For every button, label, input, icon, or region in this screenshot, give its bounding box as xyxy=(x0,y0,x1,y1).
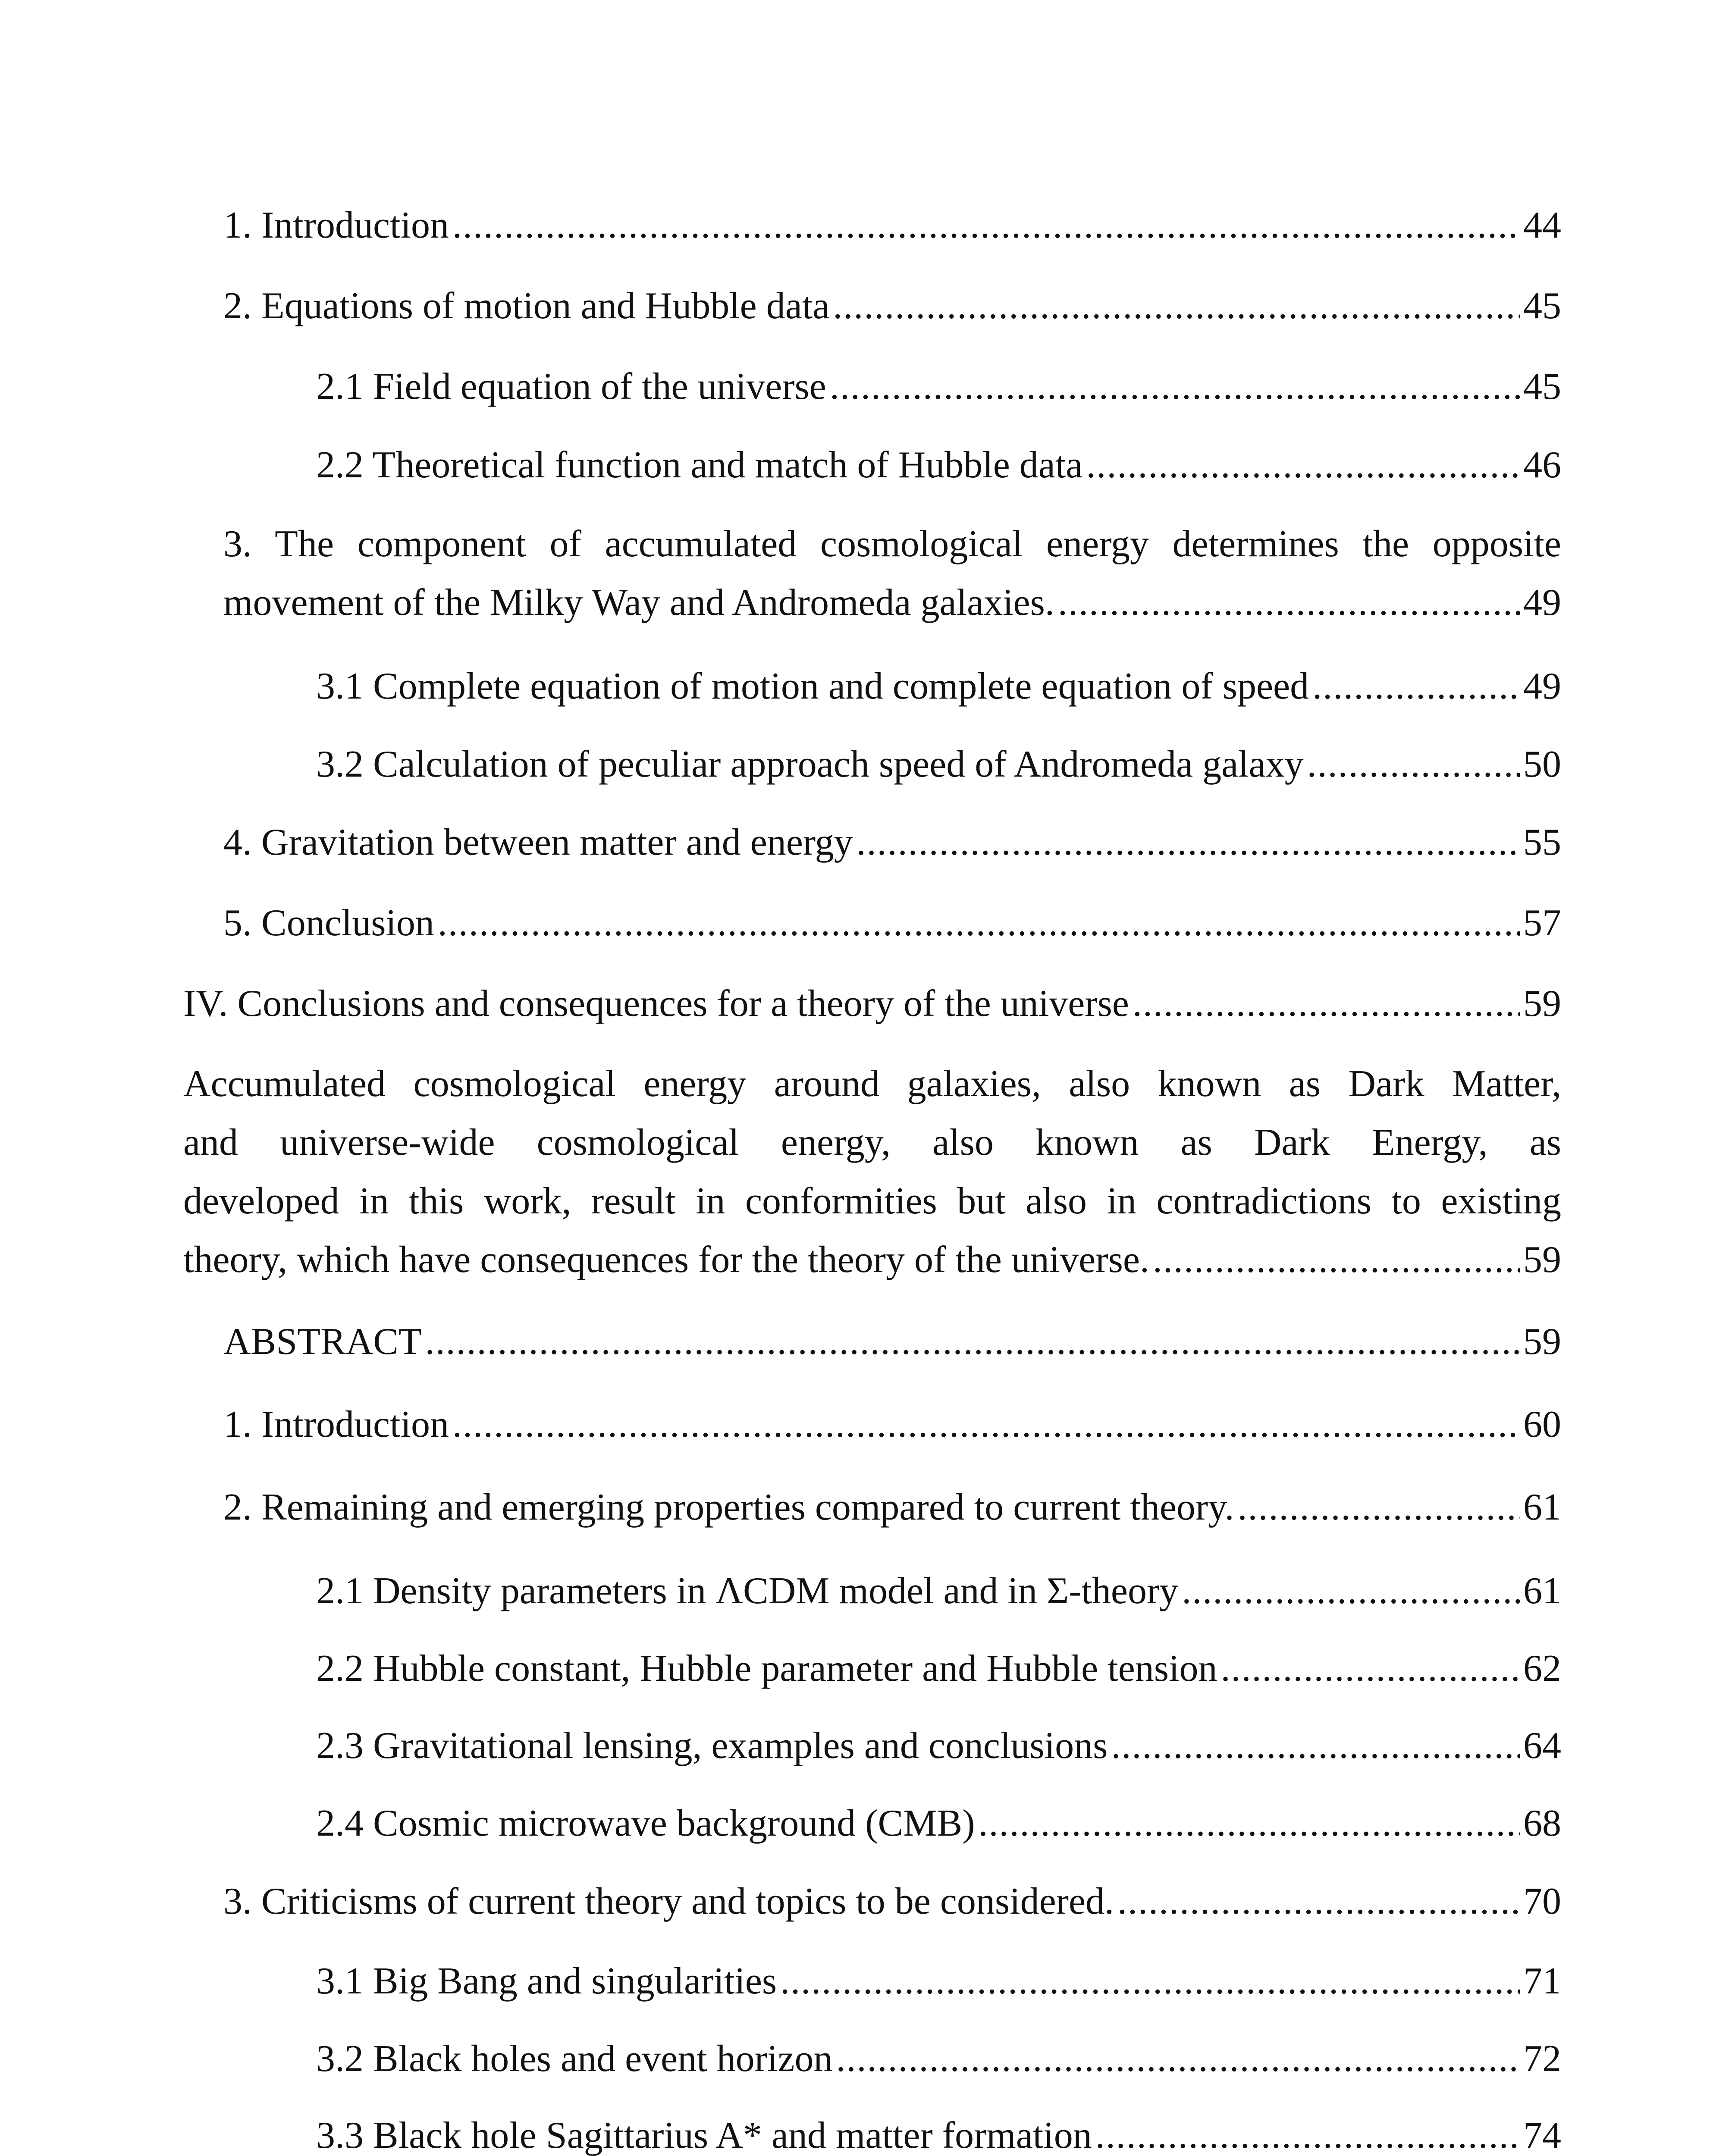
toc-entry-big-bang[interactable] xyxy=(316,1952,1561,2011)
toc-entry-page: 61 xyxy=(1523,1570,1561,1612)
dot-leader xyxy=(1221,1639,1520,1698)
dot-leader xyxy=(452,196,1520,255)
dot-leader xyxy=(979,1794,1520,1853)
dot-leader xyxy=(830,357,1520,416)
dot-leader xyxy=(857,813,1520,872)
toc-entry-title: 3.1 Big Bang and singularities xyxy=(316,1960,777,2002)
dot-leader xyxy=(1133,975,1520,1033)
dot-leader xyxy=(1237,1478,1520,1537)
toc-entry-page: 59 xyxy=(1523,1321,1561,1363)
toc-entry-title: IV. Conclusions and consequences for a theory of the universe xyxy=(183,983,1129,1025)
toc-entry-gravitation[interactable] xyxy=(223,813,1561,872)
toc-entry-theoretical-function[interactable] xyxy=(316,436,1561,495)
dot-leader xyxy=(1111,1717,1520,1775)
toc-entry-page: 59 xyxy=(1523,1239,1561,1281)
toc-entry-title: 3. Criticisms of current theory and topics to be considered. xyxy=(223,1880,1114,1922)
dot-leader xyxy=(836,2030,1520,2088)
toc-entry-hubble-constant[interactable] xyxy=(316,1639,1561,1698)
toc-entry-title: ABSTRACT xyxy=(223,1321,422,1363)
toc-entry-title: 3.2 Black holes and event horizon xyxy=(316,2038,833,2080)
toc-entry-page: 45 xyxy=(1523,366,1561,407)
dot-leader xyxy=(1117,1872,1520,1931)
toc-entry-page: 71 xyxy=(1523,1960,1561,2002)
toc-entry-page: 72 xyxy=(1523,2038,1561,2080)
dot-leader xyxy=(1058,573,1520,632)
toc-entry-title: 2. Remaining and emerging properties compared to current theory. xyxy=(223,1486,1234,1528)
toc-entry-page: 45 xyxy=(1523,285,1561,327)
dot-leader xyxy=(1095,2106,1520,2156)
toc-entry-page: 61 xyxy=(1523,1486,1561,1528)
toc-entry-title: 3.1 Complete equation of motion and complete equation of speed xyxy=(316,665,1309,707)
toc-entry-page: 68 xyxy=(1523,1802,1561,1844)
toc-entry-conclusion[interactable] xyxy=(223,894,1561,953)
toc-entry-page: 49 xyxy=(1523,582,1561,624)
toc-entry-chapter-description[interactable] xyxy=(183,1055,1561,1289)
toc-entry-peculiar-speed[interactable] xyxy=(316,735,1561,794)
toc-entry-page: 50 xyxy=(1523,743,1561,785)
toc-paragraph-line-4: theory, which have consequences for the theory of the universe. xyxy=(183,1239,1149,1281)
toc-entry-equations-of-motion[interactable] xyxy=(223,277,1561,335)
toc-entry-title-line-1: 3. The component of accumulated cosmological energy determines the opposite xyxy=(223,523,1561,565)
dot-leader xyxy=(452,1395,1520,1454)
toc-paragraph-last-line xyxy=(183,1231,1561,1289)
toc-paragraph-line-3: developed in this work, result in conformities but also in contradictions to existing xyxy=(183,1180,1561,1222)
dot-leader xyxy=(1086,436,1520,495)
toc-entry-remaining-properties[interactable] xyxy=(223,1478,1561,1537)
toc-entry-page: 62 xyxy=(1523,1648,1561,1689)
dot-leader xyxy=(833,277,1520,335)
toc-entry-introduction-2[interactable] xyxy=(223,1395,1561,1454)
toc-entry-sagittarius[interactable] xyxy=(316,2106,1561,2156)
toc-entry-title: 5. Conclusion xyxy=(223,902,434,944)
toc-entry-title: 4. Gravitation between matter and energy xyxy=(223,821,853,863)
toc-entry-cmb[interactable] xyxy=(316,1794,1561,1853)
toc-paragraph-line-2: and universe-wide cosmological energy, also known as Dark Energy, as xyxy=(183,1122,1561,1163)
toc-paragraph-line-1: Accumulated cosmological energy around galaxies, also known as Dark Matter, xyxy=(183,1063,1561,1105)
dot-leader xyxy=(780,1952,1520,2011)
toc-entry-page: 44 xyxy=(1523,204,1561,246)
toc-entry-title: 2.1 Density parameters in ΛCDM model and in Σ-theory xyxy=(316,1570,1179,1612)
dot-leader xyxy=(1307,735,1520,794)
toc-entry-page: 60 xyxy=(1523,1404,1561,1445)
toc-entry-page: 49 xyxy=(1523,665,1561,707)
toc-entry-title: 2.2 Theoretical function and match of Hubble data xyxy=(316,444,1083,486)
toc-entry-complete-equation[interactable] xyxy=(316,657,1561,716)
toc-entry-introduction[interactable] xyxy=(223,196,1561,255)
toc-entry-title: 2.4 Cosmic microwave background (CMB) xyxy=(316,1802,975,1844)
toc-entry-title: 1. Introduction xyxy=(223,204,449,246)
toc-entry-page: 59 xyxy=(1523,983,1561,1025)
toc-entry-page: 64 xyxy=(1523,1725,1561,1767)
toc-entry-title: 3.2 Calculation of peculiar approach speed of Andromeda galaxy xyxy=(316,743,1304,785)
dot-leader xyxy=(1153,1231,1520,1289)
toc-entry-accumulated-energy[interactable] xyxy=(223,515,1561,632)
toc-entry-title-line-2: movement of the Milky Way and Andromeda galaxies. xyxy=(223,582,1054,624)
toc-entry-page: 70 xyxy=(1523,1880,1561,1922)
dot-leader xyxy=(425,1313,1520,1371)
toc-entry-page: 46 xyxy=(1523,444,1561,486)
toc-entry-page: 74 xyxy=(1523,2115,1561,2156)
toc-entry-title: 3.3 Black hole Sagittarius A* and matter formation xyxy=(316,2115,1092,2156)
toc-entry-title: 2.2 Hubble constant, Hubble parameter and Hubble tension xyxy=(316,1648,1217,1689)
dot-leader xyxy=(438,894,1520,953)
toc-entry-black-holes[interactable] xyxy=(316,2030,1561,2088)
toc-entry-chapter-iv[interactable] xyxy=(183,975,1561,1033)
dot-leader xyxy=(1182,1562,1520,1620)
toc-entry-abstract[interactable] xyxy=(223,1313,1561,1371)
toc-entry-last-line xyxy=(223,573,1561,632)
toc-entry-page: 55 xyxy=(1523,821,1561,863)
toc-entry-criticisms[interactable] xyxy=(223,1872,1561,1931)
toc-entry-field-equation[interactable] xyxy=(316,357,1561,416)
toc-entry-gravitational-lensing[interactable] xyxy=(316,1717,1561,1775)
toc-entry-page: 57 xyxy=(1523,902,1561,944)
dot-leader xyxy=(1312,657,1520,716)
toc-entry-density-parameters[interactable] xyxy=(316,1562,1561,1620)
toc-entry-title: 2. Equations of motion and Hubble data xyxy=(223,285,830,327)
toc-entry-title: 2.3 Gravitational lensing, examples and conclusions xyxy=(316,1725,1108,1767)
toc-entry-title: 1. Introduction xyxy=(223,1404,449,1445)
toc-entry-title: 2.1 Field equation of the universe xyxy=(316,366,826,407)
